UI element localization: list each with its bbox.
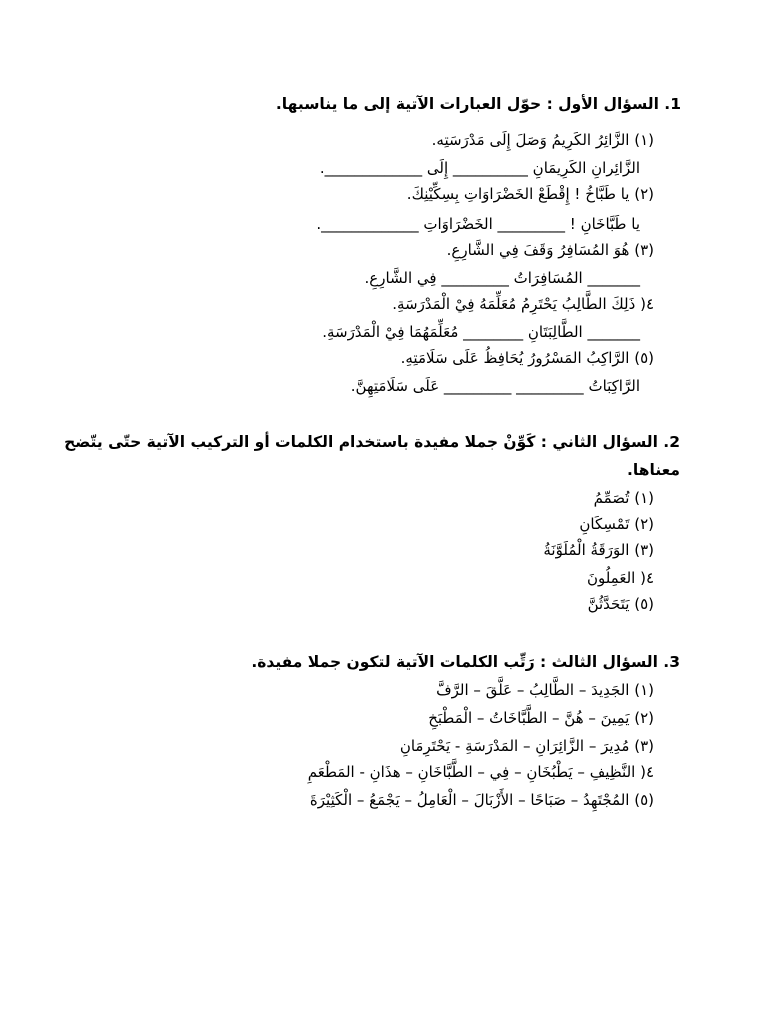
q1-item-2-sentence: (٢) يا طَبَّاخُ ! إِقْطَعْ الخَضْرَاوَاتِ بِسِكِّيْنِكَ. xyxy=(406,185,654,203)
q1-item-1-answer: الزَّائِرانِ الكَرِيمَانِ __________ إِلَى _____________. xyxy=(319,159,640,177)
q2-item-5: (٥) يَتَحَدَّثُنَّ xyxy=(587,595,654,613)
q3-heading: 3. السؤال الثالث : رَتِّب الكلمات الآتية لتكون جملا مفيدة. xyxy=(251,653,680,671)
q3-item-3: (٣) مُدِيرَ – الزَّائِرَانِ – المَدْرَسَةِ - يَحْتَرِمَانِ xyxy=(399,737,654,755)
q2-item-2: (٢) تَمْسِكَانِ xyxy=(579,515,654,533)
q1-item-5-sentence: (٥) الرَّاكِبُ المَسْرُورُ يُحَافِظُ عَلَى سَلَامَتِهِ. xyxy=(400,349,654,367)
q3-item-4: ٤( النَّظِيفِ – يَطْبُخَانِ – فِي – الطَّبَّاخَانِ – هذَانِ - المَطْعَمِ xyxy=(307,763,654,781)
q1-heading: 1. السؤال الأول : حوّل العبارات الآتية إلى ما يناسبها. xyxy=(275,95,681,113)
q3-item-1: (١) الجَدِيدَ – الطَّالِبُ – عَلَّقَ – الرَّفَّ xyxy=(436,681,654,699)
q2-heading-line-1: 2. السؤال الثاني : كَوِّنْ جملا مفيدة باستخدام الكلمات أو التركيب الآتية حتّى يتّضح xyxy=(64,433,680,451)
q2-heading-line-2: معناها. xyxy=(627,461,680,479)
q1-item-3-sentence: (٣) هُوَ المُسَافِرُ وَقَفَ فِي الشَّارِعِ. xyxy=(446,241,654,259)
q2-item-3: (٣) الوَرَقَةُ الْمُلَوَّنَةُ xyxy=(543,541,654,559)
q1-item-4-answer: _______ الطَّالِبَتَانِ ________ مُعَلِّمَهُمَا فِيْ الْمَدْرَسَةِ. xyxy=(322,323,640,341)
q3-item-5: (٥) المُجْتَهِدُ – صَبَاحًا – الأَزْبَالَ – الْعَامِلُ – يَجْمَعُ – الْكَثِيْرَةَ xyxy=(309,791,654,809)
q2-item-1: (١) تُصَمِّمُ xyxy=(593,489,654,507)
q3-item-2: (٢) يَمِينَ – هُنَّ – الطَّبَّاخَاتُ – الْمَطْبَخِ xyxy=(428,709,654,727)
q1-item-5-answer: الرَّاكِبَاتُ _________ _________ عَلَى سَلَامَتِهِنَّ. xyxy=(350,377,640,395)
q1-item-4-sentence: ٤( ذَلِكَ الطَّالِبُ يَحْتَرِمُ مُعَلِّمَهُ فِيْ الْمَدْرَسَةِ. xyxy=(392,295,654,313)
q1-item-3-answer: _______ المُسَافِرَاتُ _________ فِي الشَّارِعِ. xyxy=(364,269,640,287)
q1-item-2-answer: يا طَبَّاخَانِ ! _________ الخَضْرَاوَاتِ _____________. xyxy=(316,215,640,233)
q1-item-1-sentence: (١) الزَّائِرُ الكَرِيمُ وَصَلَ إِلَى مَدْرَسَتِه. xyxy=(431,131,654,149)
q2-item-4: ٤( العَمِلُونَ xyxy=(586,569,654,587)
